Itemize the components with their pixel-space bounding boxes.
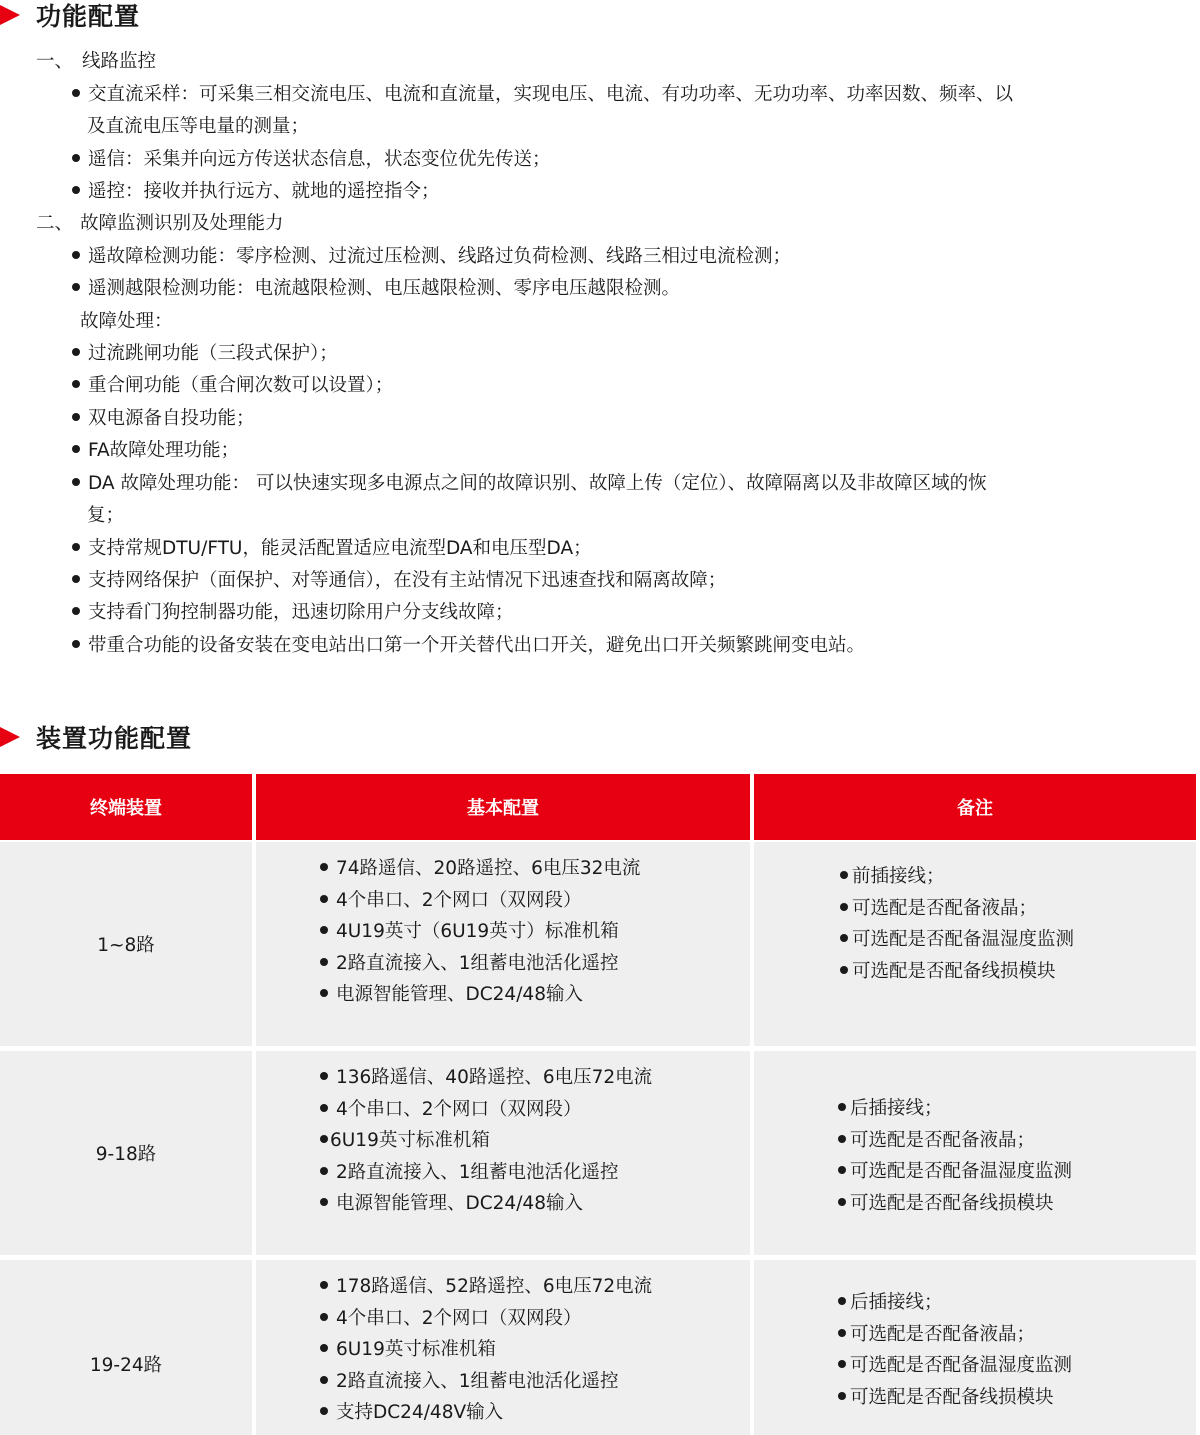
bullet-icon (72, 186, 80, 194)
basic-config-list (320, 1062, 652, 1220)
section-title: 功能配置 (36, 2, 141, 31)
bullet-icon (72, 478, 80, 486)
bullet-icon (320, 1167, 328, 1175)
category-number: 二、 (36, 213, 74, 234)
list-item: 74路遥信、20路遥控、6电压32电流 (320, 853, 640, 885)
bullet-icon (838, 1392, 846, 1400)
list-item: 遥故障检测功能：零序检测、过流过压检测、线路过负荷检测、线路三相过电流检测； (72, 245, 791, 269)
category-label: 故障监测识别及处理能力 (80, 213, 284, 234)
triangle-marker-icon (0, 5, 20, 25)
list-item: 可选配是否配备液晶； (838, 1125, 1072, 1157)
notes-list (838, 1287, 1072, 1413)
bullet-icon (320, 1344, 328, 1352)
basic-config-list (320, 1271, 652, 1429)
bullet-icon (72, 413, 80, 421)
list-item-continuation: 及直流电压等电量的测量； (87, 116, 310, 137)
section-header-function (0, 0, 140, 30)
device-label: 9-18路 (95, 1144, 157, 1165)
bullet-icon (320, 958, 328, 966)
list-item: 178路遥信、52路遥控、6电压72电流 (320, 1271, 652, 1303)
list-item: 2路直流接入、1组蓄电池活化遥控 (320, 1157, 652, 1189)
table-header-cell: 备注 (754, 774, 1196, 840)
bullet-icon (840, 871, 848, 879)
bullet-icon (72, 283, 80, 291)
table-header-cell: 终端装置 (0, 774, 252, 840)
list-item: 电源智能管理、DC24/48输入 (320, 979, 640, 1011)
list-item: 可选配是否配备温湿度监测 (838, 1156, 1072, 1188)
notes-list (838, 1093, 1072, 1219)
list-item: 4个串口、2个网口（双网段） (320, 1303, 652, 1335)
bullet-icon (838, 1360, 846, 1368)
bullet-icon (840, 966, 848, 974)
list-item: 6U19英寸标准机箱 (320, 1334, 652, 1366)
list-item: 2路直流接入、1组蓄电池活化遥控 (320, 1366, 652, 1398)
sub-heading: 故障处理： (80, 311, 173, 332)
list-item: 支持DC24/48V输入 (320, 1397, 652, 1429)
bullet-icon (320, 1104, 328, 1112)
bullet-icon (840, 934, 848, 942)
list-item: 可选配是否配备液晶； (838, 1319, 1072, 1351)
basic-config-list (320, 853, 640, 1011)
device-label: 1~8路 (97, 935, 155, 956)
list-item: 可选配是否配备温湿度监测 (840, 924, 1074, 956)
bullet-icon (320, 1376, 328, 1384)
list-item: 重合闸功能（重合闸次数可以设置）； (72, 374, 393, 398)
list-item: 可选配是否配备温湿度监测 (838, 1350, 1072, 1382)
list-item: 遥信：采集并向远方传送状态信息，状态变位优先传送； (72, 148, 551, 172)
bullet-icon (838, 1297, 846, 1305)
list-item: 可选配是否配备线损模块 (840, 956, 1074, 988)
bullet-icon (320, 1198, 328, 1206)
bullet-icon (838, 1329, 846, 1337)
bullet-icon (838, 1135, 846, 1143)
bullet-icon (320, 926, 328, 934)
bullet-icon (72, 348, 80, 356)
bullet-icon (320, 1407, 328, 1415)
list-item-continuation: 复； (87, 505, 125, 526)
bullet-icon (320, 895, 328, 903)
triangle-marker-icon (0, 727, 20, 747)
bullet-icon (72, 445, 80, 453)
list-item: 交直流采样：可采集三相交流电压、电流和直流量，实现电压、电流、有功功率、无功功率、功率因数、频率、以 (72, 83, 1013, 107)
category-heading (36, 50, 156, 74)
bullet-icon (72, 251, 80, 259)
bullet-icon (72, 380, 80, 388)
list-item: 过流跳闸功能（三段式保护）； (72, 342, 338, 366)
section-header-device (0, 722, 192, 752)
list-item: 4U19英寸（6U19英寸）标准机箱 (320, 916, 640, 948)
bullet-icon (72, 575, 80, 583)
bullet-icon (838, 1103, 846, 1111)
bullet-icon (72, 607, 80, 615)
bullet-icon (840, 903, 848, 911)
bullet-icon (320, 863, 328, 871)
list-item: 可选配是否配备线损模块 (838, 1382, 1072, 1414)
list-item: 支持常规DTU/FTU，能灵活配置适应电流型DA和电压型DA； (72, 537, 592, 561)
list-item: 后插接线； (838, 1093, 1072, 1125)
bullet-icon (72, 89, 80, 97)
table-header-cell: 基本配置 (256, 774, 750, 840)
bullet-icon (838, 1166, 846, 1174)
bullet-icon (320, 1281, 328, 1289)
category-label: 线路监控 (82, 51, 157, 72)
bullet-icon (320, 1072, 328, 1080)
list-item: FA故障处理功能； (72, 439, 239, 463)
list-item: 4个串口、2个网口（双网段） (320, 885, 640, 917)
list-item: 后插接线； (838, 1287, 1072, 1319)
list-item: 遥测越限检测功能：电流越限检测、电压越限检测、零序电压越限检测。 (72, 277, 680, 301)
category-number: 一、 (36, 51, 74, 72)
list-item: 136路遥信、40路遥控、6电压72电流 (320, 1062, 652, 1094)
category-heading (36, 212, 284, 236)
bullet-icon (320, 989, 328, 997)
list-item: 电源智能管理、DC24/48输入 (320, 1188, 652, 1220)
bullet-icon (838, 1198, 846, 1206)
list-item: 支持网络保护（面保护、对等通信），在没有主站情况下迅速查找和隔离故障； (72, 569, 726, 593)
list-item: 前插接线； (840, 861, 1074, 893)
device-label: 19-24路 (89, 1355, 163, 1376)
list-item: DA 故障处理功能： 可以快速实现多电源点之间的故障识别、故障上传（定位）、故障隔离以及非故障区域的恢 (72, 472, 987, 496)
list-item: 2路直流接入、1组蓄电池活化遥控 (320, 948, 640, 980)
list-item: 6U19英寸标准机箱 (320, 1125, 652, 1157)
list-item: 带重合功能的设备安装在变电站出口第一个开关替代出口开关，避免出口开关频繁跳闸变电站。 (72, 634, 865, 658)
list-item: 可选配是否配备线损模块 (838, 1188, 1072, 1220)
list-item: 可选配是否配备液晶； (840, 893, 1074, 925)
bullet-icon (320, 1313, 328, 1321)
list-item: 双电源备自投功能； (72, 407, 255, 431)
bullet-icon (72, 543, 80, 551)
list-item: 遥控：接收并执行远方、就地的遥控指令； (72, 180, 440, 204)
bullet-icon (72, 640, 80, 648)
list-item: 支持看门狗控制器功能，迅速切除用户分支线故障； (72, 601, 514, 625)
notes-list (840, 861, 1074, 987)
bullet-icon (320, 1135, 328, 1143)
section-title: 装置功能配置 (36, 724, 193, 753)
list-item: 4个串口、2个网口（双网段） (320, 1094, 652, 1126)
bullet-icon (72, 154, 80, 162)
